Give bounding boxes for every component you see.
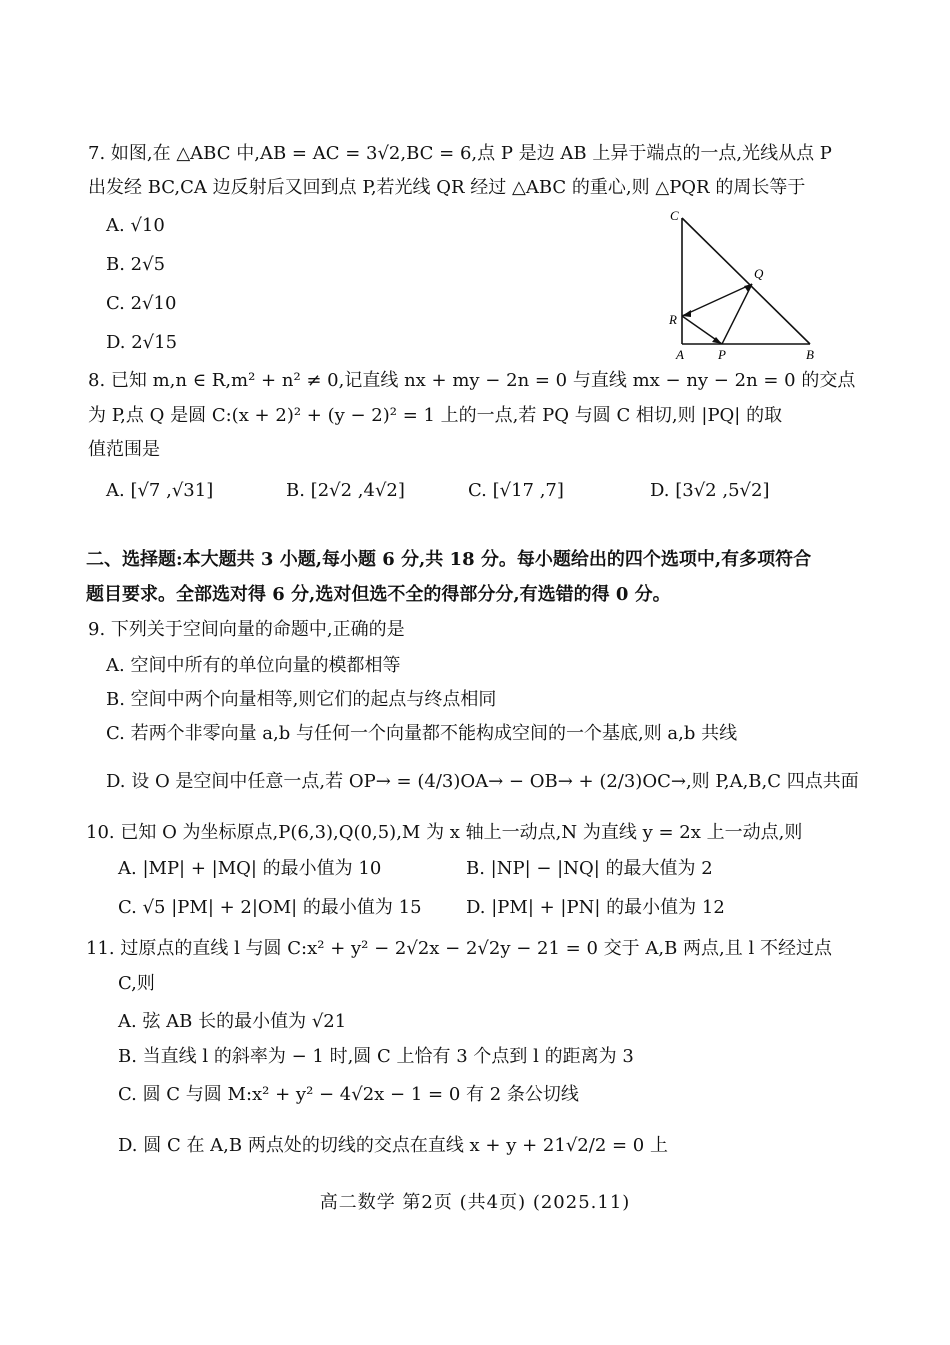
q11-option-b: B. 当直线 l 的斜率为 − 1 时,圆 C 上恰有 3 个点到 l 的距离为 3: [118, 1046, 634, 1067]
q9-option-b: B. 空间中两个向量相等,则它们的起点与终点相同: [106, 689, 497, 710]
q10-stem: 10. 已知 O 为坐标原点,P(6,3),Q(0,5),M 为 x 轴上一动点,N 为直线 y = 2x 上一动点,则: [86, 822, 803, 843]
label-a: A: [676, 347, 684, 362]
q9-stem: 9. 下列关于空间向量的命题中,正确的是: [88, 619, 405, 640]
q8-option-a: A. [√7 ,√31]: [106, 480, 214, 501]
q10-option-a: A. |MP| + |MQ| 的最小值为 10: [118, 858, 382, 879]
arrowhead-r: [682, 310, 691, 317]
label-c: C: [670, 208, 679, 223]
segment-qr: [682, 284, 752, 316]
q8-option-b: B. [2√2 ,4√2]: [286, 480, 405, 501]
q10-option-b: B. |NP| − |NQ| 的最大值为 2: [466, 858, 713, 879]
q10-option-c: C. √5 |PM| + 2|OM| 的最小值为 15: [118, 897, 422, 918]
q11-option-c: C. 圆 C 与圆 M:x² + y² − 4√2x − 1 = 0 有 2 条公切线: [118, 1084, 579, 1105]
q8-stem-line1: 8. 已知 m,n ∈ R,m² + n² ≠ 0,记直线 nx + my − 2n = 0 与直线 mx − ny − 2n = 0 的交点: [88, 370, 856, 391]
side-bc: [682, 218, 810, 344]
arrowhead-q: [744, 284, 752, 292]
q11-option-d: D. 圆 C 在 A,B 两点处的切线的交点在直线 x + y + 21√2/2 = 0 上: [118, 1135, 668, 1156]
q11-stem-line2: C,则: [118, 973, 155, 994]
q9-option-d: D. 设 O 是空间中任意一点,若 OP→ = (4/3)OA→ − OB→ + (2/3)OC→,则 P,A,B,C 四点共面: [106, 771, 859, 792]
q8-option-d: D. [3√2 ,5√2]: [650, 480, 770, 501]
q10-option-d: D. |PM| + |PN| 的最小值为 12: [466, 897, 725, 918]
label-r: R: [669, 312, 677, 327]
q9-option-c: C. 若两个非零向量 a,b 与任何一个向量都不能构成空间的一个基底,则 a,b 共线: [106, 723, 738, 744]
q11-option-a: A. 弦 AB 长的最小值为 √21: [118, 1011, 347, 1032]
q7-option-c: C. 2√10: [106, 293, 177, 314]
label-b: B: [806, 347, 814, 362]
q7-option-d: D. 2√15: [106, 332, 178, 353]
page-footer: 高二数学 第2页 (共4页) (2025.11): [319, 1192, 631, 1213]
q7-option-a: A. √10: [106, 215, 165, 236]
q8-stem-line2: 为 P,点 Q 是圆 C:(x + 2)² + (y − 2)² = 1 上的一点,若 PQ 与圆 C 相切,则 |PQ| 的取: [88, 405, 783, 426]
q9-option-a: A. 空间中所有的单位向量的模都相等: [106, 655, 401, 676]
segment-pq: [722, 284, 752, 344]
q8-stem-line3: 值范围是: [88, 439, 160, 460]
label-p: P: [718, 347, 726, 362]
q7-stem-line2: 出发经 BC,CA 边反射后又回到点 P,若光线 QR 经过 △ABC 的重心,则 △PQR 的周长等于: [88, 177, 806, 198]
q7-option-b: B. 2√5: [106, 254, 166, 275]
section2-heading-line2: 题目要求。全部选对得 6 分,选对但选不全的得部分分,有选错的得 0 分。: [86, 584, 671, 605]
q7-stem-line1: 7. 如图,在 △ABC 中,AB = AC = 3√2,BC = 6,点 P 是边 AB 上异于端点的一点,光线从点 P: [88, 143, 832, 164]
q8-option-c: C. [√17 ,7]: [468, 480, 564, 501]
label-q: Q: [754, 266, 764, 281]
section2-heading-line1: 二、选择题:本大题共 3 小题,每小题 6 分,共 18 分。每小题给出的四个选项中,有多项符合: [86, 549, 812, 570]
triangle-figure: [664, 206, 834, 366]
q11-stem-line1: 11. 过原点的直线 l 与圆 C:x² + y² − 2√2x − 2√2y − 21 = 0 交于 A,B 两点,且 l 不经过点: [86, 938, 832, 959]
